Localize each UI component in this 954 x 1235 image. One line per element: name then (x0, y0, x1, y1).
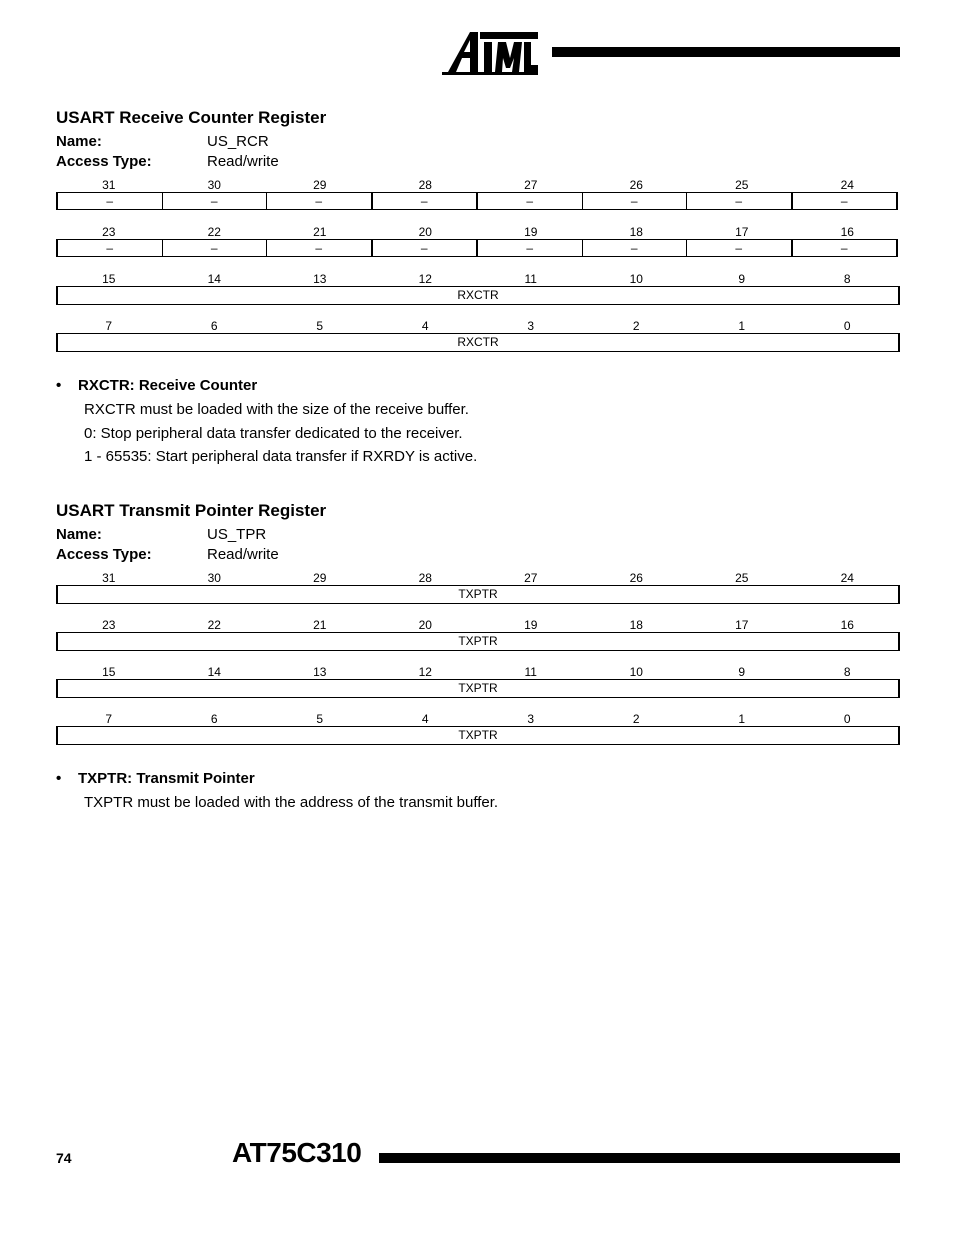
bit-number: 0 (843, 712, 851, 726)
bit-group (56, 266, 900, 313)
bit-number: 15 (102, 665, 116, 679)
bit-number: 10 (629, 272, 643, 286)
bit-number: 5 (316, 319, 324, 333)
register-section-us-tpr (56, 499, 900, 815)
bit-field-cell: – (686, 193, 791, 209)
bit-group (56, 313, 900, 360)
bit-field-cell: – (582, 193, 687, 209)
bit-number: 30 (207, 178, 221, 192)
name-row (56, 525, 900, 545)
bit-field-span: TXPTR (56, 679, 900, 698)
access-label: Access Type: (56, 153, 152, 170)
bit-number-row (56, 659, 900, 679)
bit-number: 11 (524, 272, 537, 286)
bit-number: 2 (632, 712, 640, 726)
field-title: RXCTR: Receive Counter (78, 377, 258, 394)
bit-group (56, 612, 900, 659)
bit-group (56, 172, 900, 219)
bit-number-row (56, 313, 900, 333)
bit-number: 7 (105, 712, 113, 726)
register-section-us-rcr (56, 106, 900, 469)
bit-number: 13 (313, 272, 327, 286)
bit-number: 26 (629, 178, 643, 192)
name-value: US_RCR (207, 133, 269, 150)
description-paragraph: 0: Stop peripheral data transfer dedicated to the receiver. (84, 424, 463, 442)
bit-number: 31 (102, 571, 116, 585)
bit-number: 17 (735, 618, 749, 632)
bit-field-cell: – (582, 240, 687, 256)
bit-field-cell: – (162, 193, 267, 209)
access-value: Read/write (207, 546, 279, 563)
bit-number: 28 (418, 571, 432, 585)
bit-group (56, 219, 900, 266)
field-description (56, 767, 900, 815)
bit-field-span: TXPTR (56, 585, 900, 604)
bit-field-span: RXCTR (56, 333, 900, 352)
bit-field-cell: – (266, 193, 371, 209)
bit-number: 22 (207, 618, 221, 632)
bit-number: 24 (840, 571, 854, 585)
bit-number: 3 (527, 319, 535, 333)
bit-number: 30 (207, 571, 221, 585)
bit-number: 24 (840, 178, 854, 192)
bit-number: 23 (102, 225, 116, 239)
bit-number: 21 (313, 618, 327, 632)
bit-number: 6 (210, 319, 218, 333)
bit-field-cell: – (106, 194, 114, 208)
bit-number: 17 (735, 225, 749, 239)
bit-field-row (56, 192, 898, 210)
description-paragraph: TXPTR must be loaded with the address of the transmit buffer. (84, 794, 499, 811)
bit-number: 20 (418, 618, 432, 632)
access-row (56, 545, 900, 565)
bit-number: 22 (207, 225, 221, 239)
field-heading (56, 374, 900, 398)
bit-number: 27 (524, 178, 538, 192)
bit-group (56, 706, 900, 753)
bit-number: 7 (105, 319, 113, 333)
bit-number-row (56, 172, 900, 192)
bit-number: 4 (421, 319, 429, 333)
bit-number: 4 (421, 712, 429, 726)
bit-number: 0 (843, 319, 851, 333)
page-number: 74 (56, 1150, 72, 1166)
bit-field-span: RXCTR (56, 286, 900, 305)
bit-number: 19 (524, 618, 538, 632)
bit-field-cell: – (476, 193, 582, 209)
header-rule (552, 47, 900, 57)
field-description (56, 374, 900, 469)
bit-number: 25 (735, 571, 749, 585)
bit-number: 26 (629, 571, 643, 585)
bit-number: 11 (524, 665, 537, 679)
access-row (56, 152, 900, 172)
bit-number-row (56, 219, 900, 239)
name-label: Name: (56, 526, 102, 543)
register-bit-table (56, 565, 900, 753)
bit-number-row (56, 706, 900, 726)
bullet-icon: • (56, 377, 62, 394)
field-title: TXPTR: Transmit Pointer (78, 770, 255, 787)
bit-number-row (56, 266, 900, 286)
bit-number: 12 (418, 665, 432, 679)
section-title: USART Receive Counter Register (56, 108, 327, 127)
section-title: USART Transmit Pointer Register (56, 501, 327, 520)
bit-group (56, 565, 900, 612)
bit-field-row (56, 239, 898, 257)
bit-group (56, 659, 900, 706)
bit-number: 29 (313, 178, 327, 192)
bit-number: 20 (418, 225, 432, 239)
bit-number: 15 (102, 272, 116, 286)
bit-number: 23 (102, 618, 116, 632)
bit-number: 18 (629, 618, 643, 632)
bit-number: 31 (102, 178, 116, 192)
bit-field-span: TXPTR (56, 726, 900, 745)
bit-number: 1 (738, 712, 746, 726)
bit-number: 6 (210, 712, 218, 726)
name-row (56, 132, 900, 152)
access-value: Read/write (207, 153, 279, 170)
bit-number: 19 (524, 225, 538, 239)
register-bit-table (56, 172, 900, 360)
footer-rule (379, 1153, 900, 1163)
bit-number: 27 (524, 571, 538, 585)
description-paragraph: 1 - 65535: Start peripheral data transfer if RXRDY is active. (84, 448, 478, 465)
atmel-logo (440, 28, 540, 78)
document-title: AT75C310 (232, 1137, 362, 1168)
bullet-icon: • (56, 770, 62, 787)
bit-field-span: TXPTR (56, 632, 900, 651)
bit-number: 18 (629, 225, 643, 239)
bit-number: 8 (843, 272, 851, 286)
bit-number: 28 (418, 178, 432, 192)
bit-number-row (56, 565, 900, 585)
bit-number: 14 (207, 272, 221, 286)
bit-field-cell: – (371, 193, 477, 209)
bit-number: 14 (207, 665, 221, 679)
bit-number: 21 (313, 225, 327, 239)
bit-number: 2 (632, 319, 640, 333)
bit-number: 16 (840, 225, 854, 239)
bit-field-cell: – (371, 240, 477, 256)
bit-field-cell: – (686, 240, 791, 256)
bit-number: 9 (738, 665, 746, 679)
access-label: Access Type: (56, 546, 152, 563)
bit-number: 10 (629, 665, 643, 679)
bit-number: 1 (738, 319, 746, 333)
bit-field-cell: – (162, 240, 267, 256)
bit-number: 12 (418, 272, 432, 286)
bit-number: 16 (840, 618, 854, 632)
bit-number: 5 (316, 712, 324, 726)
bit-field-cell: – (106, 241, 114, 255)
bit-number: 9 (738, 272, 746, 286)
bit-number-row (56, 612, 900, 632)
field-heading (56, 767, 900, 791)
name-label: Name: (56, 133, 102, 150)
bit-number: 3 (527, 712, 535, 726)
bit-field-cell: – (791, 193, 897, 209)
bit-number: 29 (313, 571, 327, 585)
bit-number: 13 (313, 665, 327, 679)
bit-number: 8 (843, 665, 851, 679)
description-paragraph: RXCTR must be loaded with the size of the receive buffer. (84, 401, 469, 418)
bit-field-cell: – (791, 240, 897, 256)
bit-field-cell: – (476, 240, 582, 256)
bit-number: 25 (735, 178, 749, 192)
name-value: US_TPR (207, 526, 267, 543)
bit-field-cell: – (266, 240, 371, 256)
